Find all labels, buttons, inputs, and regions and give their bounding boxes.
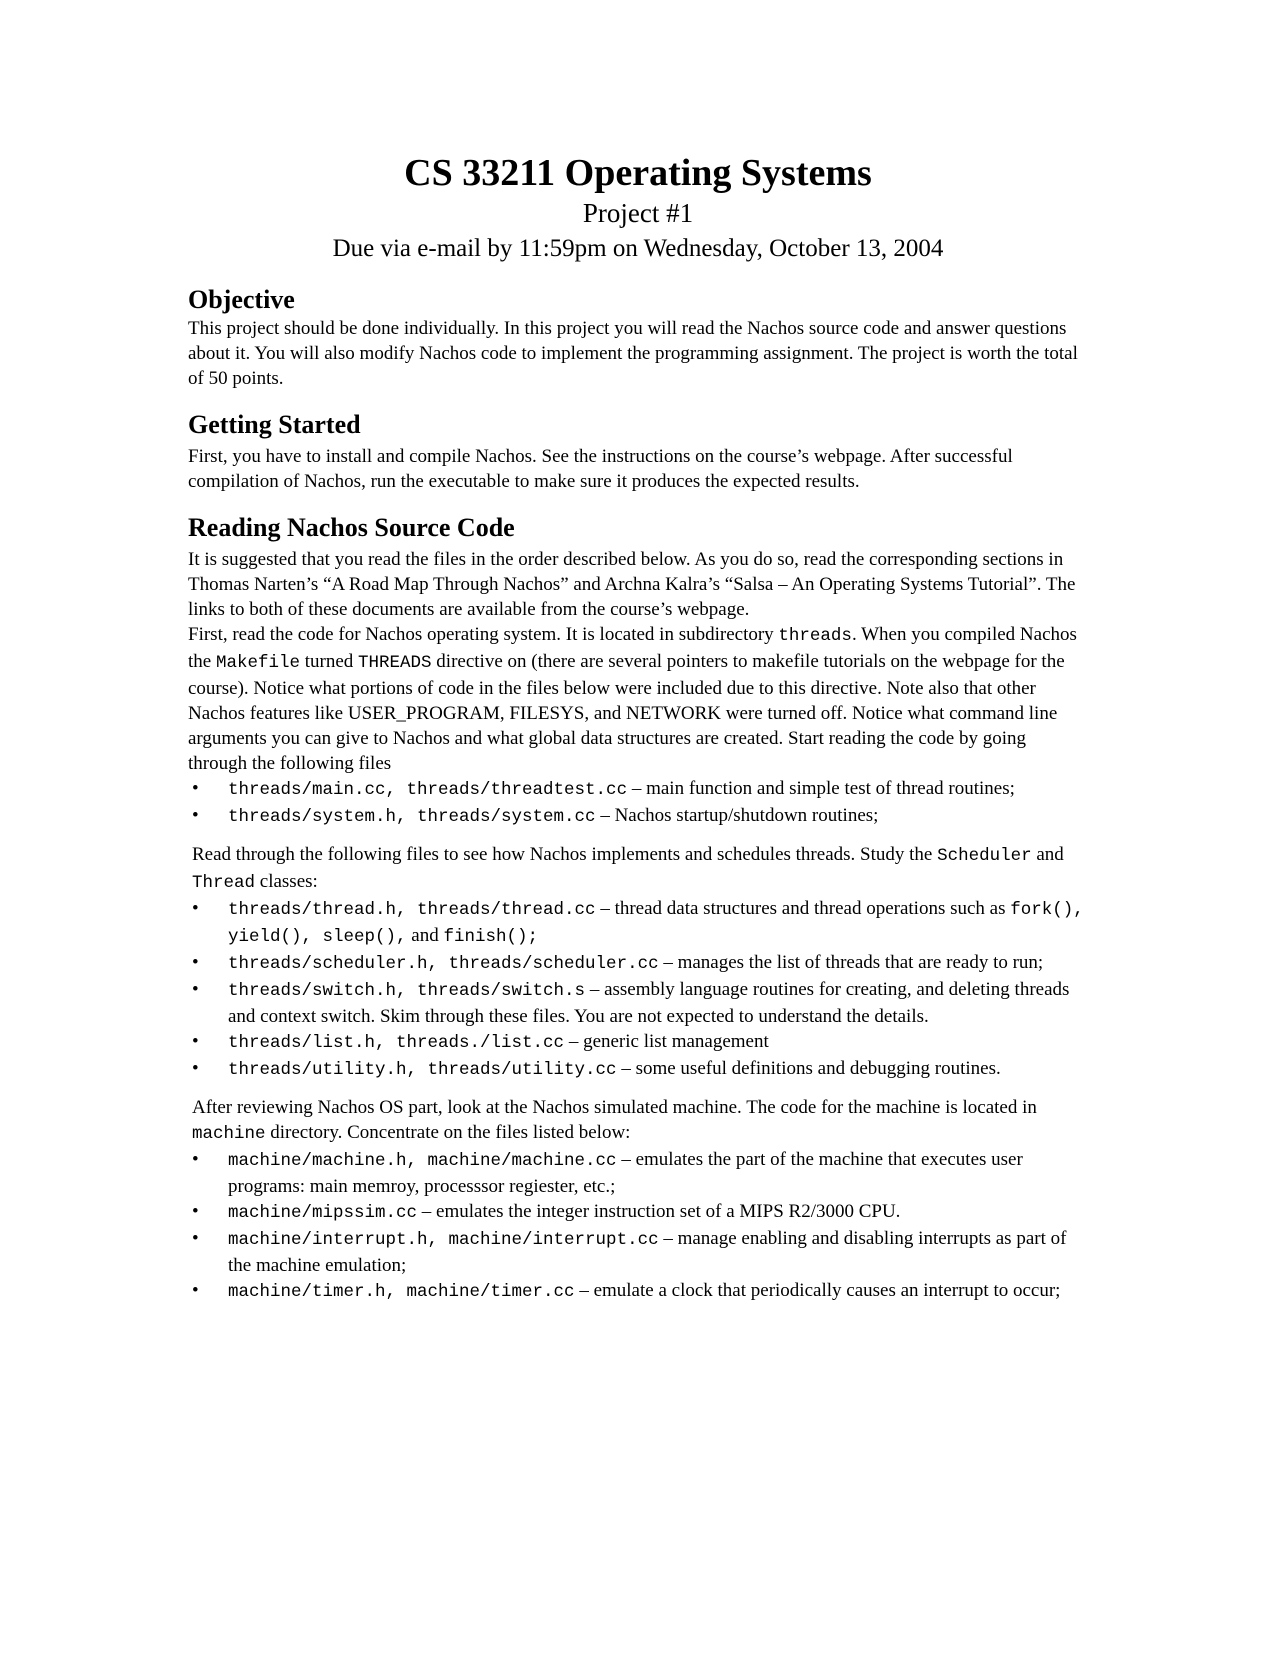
code-scheduler: Scheduler: [937, 846, 1032, 866]
list-item: [188, 1029, 1088, 1056]
file-description: – main function and simple test of thread routines;: [627, 778, 1015, 799]
code-threads: threads: [778, 626, 852, 646]
list-item: [188, 950, 1088, 977]
list-item: [188, 977, 1088, 1029]
bullet-icon: •: [192, 1031, 199, 1052]
file-description: – emulates the part of the machine that executes user programs: main memroy, processsor regiester, etc.;: [228, 1149, 1023, 1197]
file-description: – emulates the integer instruction set of a MIPS R2/3000 CPU.: [417, 1201, 901, 1222]
list-item: [188, 1056, 1088, 1083]
code-makefile: Makefile: [215, 653, 300, 673]
text-run: . When you compiled Nachos the: [188, 624, 1077, 672]
getting-started-section: [188, 409, 1088, 494]
reading-intro: It is suggested that you read the files in the order described below. As you do so, read the corresponding sections in Thomas Narten’s “A Road Map Through Nachos” and Archna Kalra’s “Salsa – An Operating Systems Tutorial”. The links to both of these documents are available from the course’s webpage.: [188, 549, 1076, 620]
bullet-icon: •: [192, 1280, 199, 1301]
bullet-icon: •: [192, 778, 199, 799]
file-names: threads/system.h, threads/system.cc: [228, 807, 596, 827]
file-list-threads: [188, 896, 1088, 1083]
file-list-main: [188, 776, 1088, 830]
bullet-icon: •: [192, 805, 199, 826]
file-names: machine/mipssim.cc: [228, 1203, 418, 1223]
bullet-icon: •: [192, 1201, 199, 1222]
file-names: machine/timer.h, machine/timer.cc: [228, 1282, 575, 1302]
objective-body: This project should be done individually. In this project you will read the Nachos source code and answer questions about it. You will also modify Nachos code to implement the programming assignment. The project is worth the total of 50 points.: [188, 318, 1078, 389]
reading-section: [188, 512, 1088, 1305]
bullet-icon: •: [192, 952, 199, 973]
file-description: – emulate a clock that periodically causes an interrupt to occur;: [574, 1280, 1061, 1301]
file-list-machine: [188, 1147, 1088, 1305]
code-thread: Thread: [192, 873, 256, 893]
text-run: After reviewing Nachos OS part, look at the Nachos simulated machine. The code for the machine is located in: [192, 1097, 1037, 1118]
file-description: – thread data structures and thread operations such as: [595, 898, 1011, 919]
list-item: [188, 803, 1088, 830]
file-names: threads/switch.h, threads/switch.s: [228, 981, 586, 1001]
bullet-icon: •: [192, 898, 199, 919]
file-description: – manages the list of threads that are ready to run;: [658, 952, 1044, 973]
file-description: – Nachos startup/shutdown routines;: [595, 805, 879, 826]
text-run: First, read the code for Nachos operating system. It is located in subdirectory: [188, 624, 779, 645]
file-names: threads/scheduler.h, threads/scheduler.cc: [228, 954, 659, 974]
file-names: machine/interrupt.h, machine/interrupt.cc: [228, 1230, 659, 1250]
file-description: – generic list management: [564, 1031, 769, 1052]
file-description: – assembly language routines for creating, and deleting threads and context switch. Skim through these files. You are not expected to understand the details.: [228, 979, 1070, 1027]
reading-paragraph-2: [188, 622, 1088, 776]
getting-started-heading: Getting Started: [188, 410, 361, 439]
file-description: – some useful definitions and debugging routines.: [616, 1058, 1001, 1079]
text-run: and: [406, 925, 444, 946]
file-names: threads/thread.h, threads/thread.cc: [228, 900, 596, 920]
objective-section: [188, 284, 1088, 391]
code-finish: finish();: [443, 927, 538, 947]
bullet-icon: •: [192, 1228, 199, 1249]
objective-heading: Objective: [188, 285, 295, 314]
code-functions: fork(), yield(), sleep(),: [228, 900, 1084, 947]
getting-started-body: First, you have to install and compile Nachos. See the instructions on the course’s webpage. After successful compilation of Nachos, run the executable to make sure it produces the expected results.: [188, 446, 1013, 492]
text-run: and: [1031, 844, 1064, 865]
text-run: directive on (there are several pointers to makefile tutorials on the webpage for the course). Notice what portions of code in the files below were included due to this directive. Note also that other Nachos features like USER_PROGRAM, FILESYS, and NETWORK were turned off. Notice what command line arguments you can give to Nachos and what global data structures are created. Start reading the code by going through the following files: [188, 651, 1065, 774]
text-run: classes:: [255, 871, 318, 892]
text-run: Read through the following files to see how Nachos implements and schedules threads. Study the: [192, 844, 938, 865]
page-title: CS 33211 Operating Systems: [404, 152, 872, 194]
reading-paragraph-3: [188, 842, 1088, 896]
list-item: [188, 1199, 1088, 1226]
code-threads-directive: THREADS: [358, 653, 432, 673]
reading-heading: Reading Nachos Source Code: [188, 513, 515, 542]
reading-paragraph-4: [188, 1095, 1088, 1147]
due-date: Due via e-mail by 11:59pm on Wednesday, October 13, 2004: [332, 235, 944, 262]
list-item: [188, 1226, 1088, 1278]
document-content: [188, 150, 1088, 1305]
file-names: threads/utility.h, threads/utility.cc: [228, 1060, 617, 1080]
bullet-icon: •: [192, 1149, 199, 1170]
bullet-icon: •: [192, 979, 199, 1000]
project-subtitle: Project #1: [582, 198, 694, 228]
list-item: [188, 896, 1088, 950]
file-description: – manage enabling and disabling interrupts as part of the machine emulation;: [228, 1228, 1067, 1276]
file-names: machine/machine.h, machine/machine.cc: [228, 1151, 617, 1171]
file-names: threads/list.h, threads./list.cc: [228, 1033, 565, 1053]
file-names: threads/main.cc, threads/threadtest.cc: [228, 780, 628, 800]
code-machine: machine: [192, 1124, 266, 1144]
list-item: [188, 1278, 1088, 1305]
text-run: turned: [299, 651, 359, 672]
bullet-icon: •: [192, 1058, 199, 1079]
text-run: directory. Concentrate on the files listed below:: [265, 1122, 631, 1143]
list-item: [188, 1147, 1088, 1199]
list-item: [188, 776, 1088, 803]
